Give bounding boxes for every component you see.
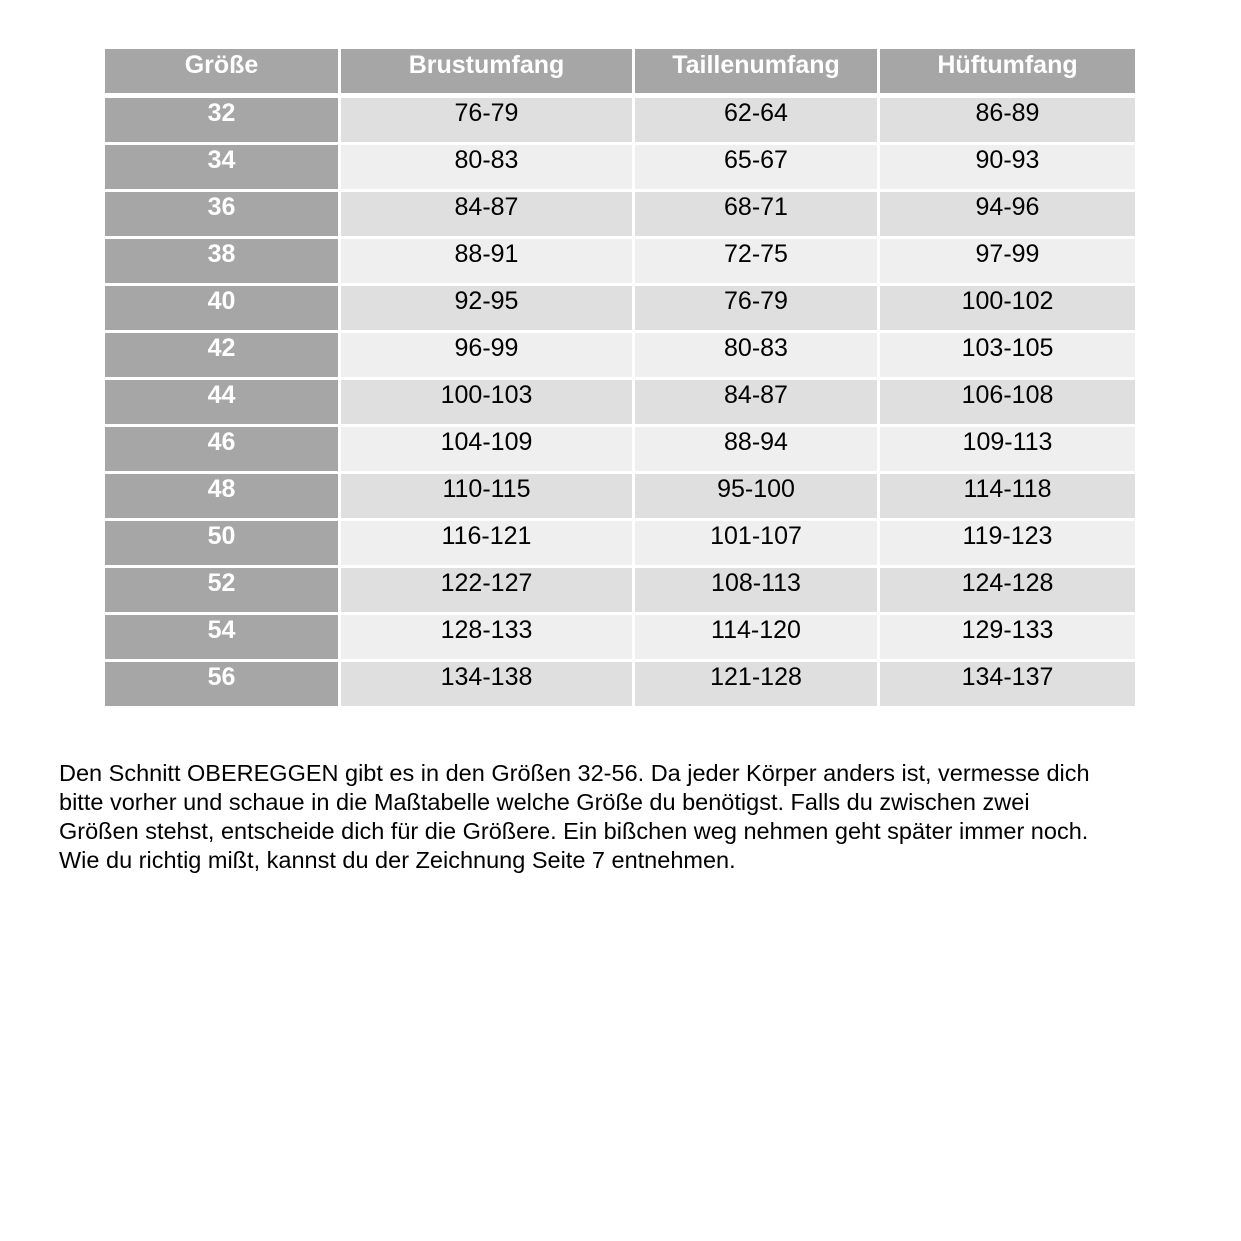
measurement-cell: 108-113 <box>634 567 879 614</box>
measurement-cell: 68-71 <box>634 191 879 238</box>
info-line: Wie du richtig mißt, kannst du der Zeichnung Seite 7 entnehmen. <box>59 847 736 873</box>
measurement-cell: 92-95 <box>340 285 634 332</box>
size-cell: 42 <box>104 332 340 379</box>
measurement-cell: 88-91 <box>340 238 634 285</box>
size-cell: 48 <box>104 473 340 520</box>
table-row <box>104 661 1137 708</box>
table-row <box>104 285 1137 332</box>
measurement-cell: 106-108 <box>879 379 1137 426</box>
measurement-cell: 96-99 <box>340 332 634 379</box>
header-groesse: Größe <box>104 48 340 96</box>
measurement-cell: 100-103 <box>340 379 634 426</box>
table-row <box>104 473 1137 520</box>
table-row <box>104 426 1137 473</box>
measurement-cell: 103-105 <box>879 332 1137 379</box>
size-cell: 44 <box>104 379 340 426</box>
measurement-cell: 72-75 <box>634 238 879 285</box>
measurement-cell: 114-118 <box>879 473 1137 520</box>
measurement-cell: 122-127 <box>340 567 634 614</box>
size-cell: 40 <box>104 285 340 332</box>
table-row <box>104 614 1137 661</box>
header-taillenumfang: Taillenumfang <box>634 48 879 96</box>
info-line: Größen stehst, entscheide dich für die Größere. Ein bißchen weg nehmen geht später immer noch. <box>59 818 1089 844</box>
size-cell: 56 <box>104 661 340 708</box>
measurement-cell: 101-107 <box>634 520 879 567</box>
measurement-cell: 80-83 <box>340 144 634 191</box>
size-table <box>102 46 1138 709</box>
measurement-cell: 110-115 <box>340 473 634 520</box>
measurement-cell: 129-133 <box>879 614 1137 661</box>
table-row <box>104 332 1137 379</box>
measurement-cell: 128-133 <box>340 614 634 661</box>
size-cell: 36 <box>104 191 340 238</box>
measurement-cell: 114-120 <box>634 614 879 661</box>
table-header-row <box>104 48 1137 96</box>
table-row <box>104 238 1137 285</box>
measurement-cell: 97-99 <box>879 238 1137 285</box>
size-cell: 34 <box>104 144 340 191</box>
table-row <box>104 379 1137 426</box>
measurement-cell: 90-93 <box>879 144 1137 191</box>
header-hueftumfang: Hüftumfang <box>879 48 1137 96</box>
measurement-cell: 104-109 <box>340 426 634 473</box>
measurement-cell: 124-128 <box>879 567 1137 614</box>
measurement-cell: 84-87 <box>634 379 879 426</box>
header-brustumfang: Brustumfang <box>340 48 634 96</box>
table-row <box>104 520 1137 567</box>
table-row <box>104 567 1137 614</box>
size-cell: 50 <box>104 520 340 567</box>
table-row <box>104 191 1137 238</box>
measurement-cell: 116-121 <box>340 520 634 567</box>
measurement-cell: 76-79 <box>634 285 879 332</box>
measurement-cell: 86-89 <box>879 96 1137 144</box>
measurement-cell: 121-128 <box>634 661 879 708</box>
measurement-cell: 65-67 <box>634 144 879 191</box>
table-body <box>104 96 1137 708</box>
size-cell: 46 <box>104 426 340 473</box>
measurement-cell: 134-137 <box>879 661 1137 708</box>
table-row <box>104 96 1137 144</box>
table-row <box>104 144 1137 191</box>
measurement-cell: 62-64 <box>634 96 879 144</box>
size-cell: 32 <box>104 96 340 144</box>
measurement-cell: 119-123 <box>879 520 1137 567</box>
measurement-cell: 134-138 <box>340 661 634 708</box>
measurement-cell: 109-113 <box>879 426 1137 473</box>
measurement-cell: 100-102 <box>879 285 1137 332</box>
size-cell: 54 <box>104 614 340 661</box>
info-line: bitte vorher und schaue in die Maßtabelle welche Größe du benötigst. Falls du zwischen zwei <box>59 789 1030 815</box>
measurement-cell: 95-100 <box>634 473 879 520</box>
size-cell: 38 <box>104 238 340 285</box>
measurement-cell: 76-79 <box>340 96 634 144</box>
measurement-cell: 84-87 <box>340 191 634 238</box>
info-paragraph <box>59 759 1189 875</box>
measurement-cell: 94-96 <box>879 191 1137 238</box>
size-cell: 52 <box>104 567 340 614</box>
measurement-cell: 88-94 <box>634 426 879 473</box>
info-line: Den Schnitt OBEREGGEN gibt es in den Größen 32-56. Da jeder Körper anders ist, vermesse dich <box>59 760 1090 786</box>
measurement-cell: 80-83 <box>634 332 879 379</box>
